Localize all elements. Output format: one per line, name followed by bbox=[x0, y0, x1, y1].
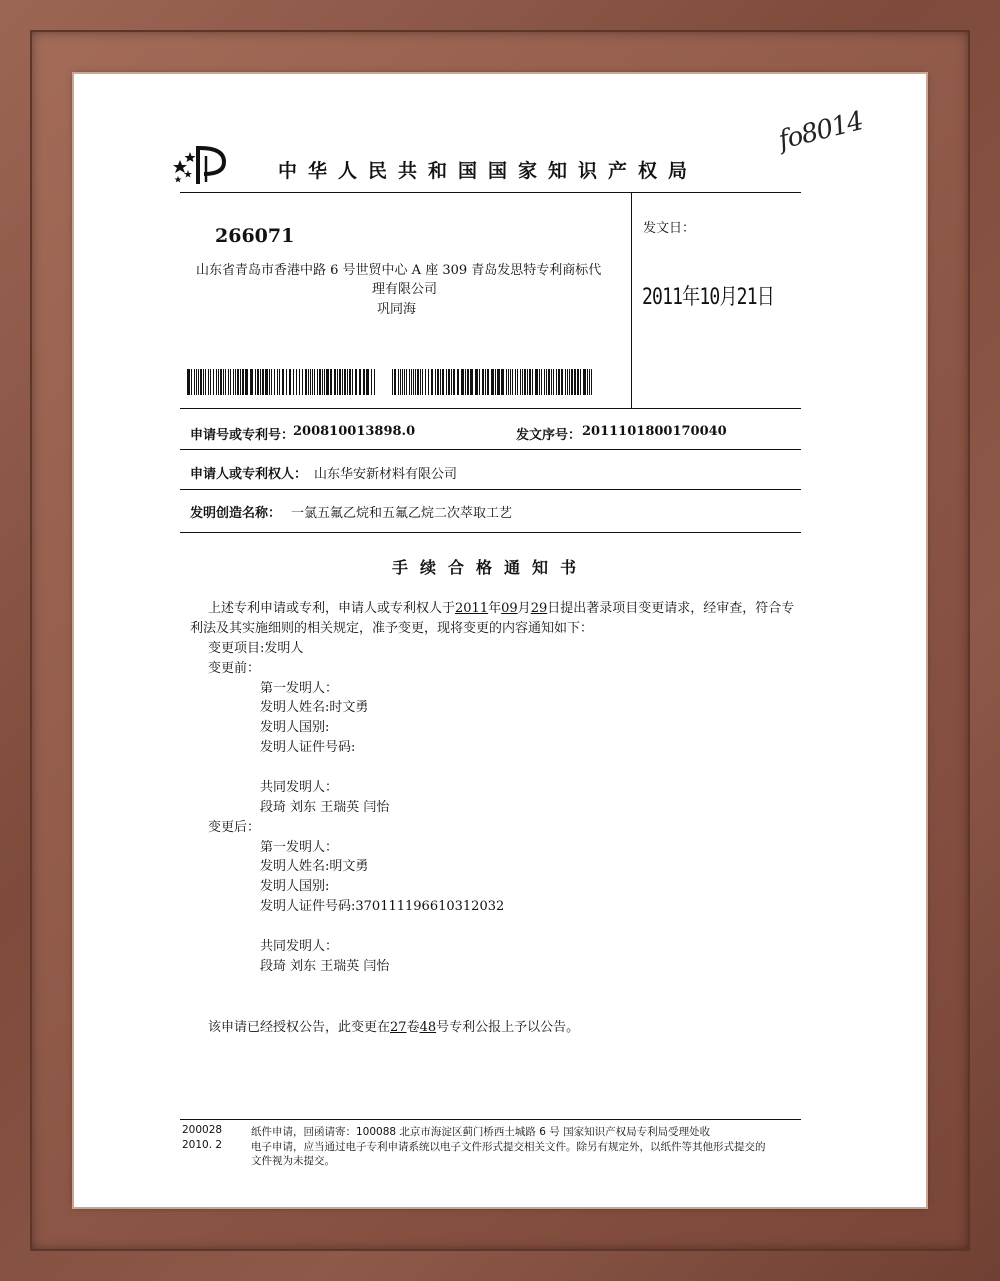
barcode-bar bbox=[495, 369, 496, 395]
barcode-bar bbox=[577, 369, 579, 395]
before-co-inventors: 段琦 刘东 王瑞英 闫怡 bbox=[260, 800, 390, 815]
barcode-bar bbox=[271, 369, 272, 395]
recipient-address-line2: 理有限公司 bbox=[372, 282, 438, 297]
closing-statement bbox=[208, 1016, 579, 1035]
barcode-bar bbox=[544, 369, 545, 395]
barcode-bar bbox=[446, 369, 447, 395]
barcode-bar bbox=[591, 369, 592, 395]
barcode-bar bbox=[394, 369, 396, 395]
barcode-right bbox=[392, 369, 592, 395]
issue-date-label: 发文日： bbox=[643, 221, 696, 236]
barcode-bar bbox=[208, 369, 209, 395]
para1-text-a: 上述专利申请或专利，申请人或专利权人于 bbox=[208, 601, 456, 616]
notice-paragraph-1-line2: 利法及其实施细则的相关规定，准予变更，现将变更的内容通知如下： bbox=[190, 621, 594, 636]
barcode-bar bbox=[317, 369, 318, 395]
after-co-inventors-label: 共同发明人： bbox=[260, 939, 339, 954]
barcode-bar bbox=[392, 369, 393, 395]
barcode-bar bbox=[487, 369, 489, 395]
handwritten-note: fo8014 bbox=[775, 106, 866, 156]
barcode-bar bbox=[223, 369, 224, 395]
barcode-bar bbox=[420, 369, 421, 395]
barcode-bar bbox=[324, 369, 325, 395]
barcode-bar bbox=[561, 369, 563, 395]
barcode-bar bbox=[435, 369, 436, 395]
barcode-bar bbox=[220, 369, 222, 395]
barcode-bar bbox=[569, 369, 570, 395]
barcode-bar bbox=[465, 369, 466, 395]
barcode-bar bbox=[467, 369, 469, 395]
barcode-bar bbox=[529, 369, 531, 395]
before-co-inventors-label: 共同发明人： bbox=[260, 780, 339, 795]
barcode-bar bbox=[453, 369, 455, 395]
footer-line-2: 电子申请，应当通过电子专利申请系统以电子文件形式提交相关文件。除另有规定外，以纸件等其他形式提交的 bbox=[251, 1141, 766, 1153]
footer-code-1: 200028 bbox=[182, 1124, 223, 1136]
barcode-bar bbox=[413, 369, 414, 395]
barcode-bar bbox=[371, 369, 372, 395]
after-inventor-id: 发明人证件号码:370111196610312032 bbox=[260, 899, 505, 914]
closing-text-a: 该申请已经授权公告，此变更在 bbox=[208, 1020, 391, 1035]
barcode-bar bbox=[242, 369, 244, 395]
barcode-bar bbox=[255, 369, 256, 395]
barcode-bar bbox=[194, 369, 195, 395]
barcode-bar bbox=[440, 369, 441, 395]
barcode-bar bbox=[198, 369, 199, 395]
barcode-bar bbox=[520, 369, 521, 395]
barcode-bar bbox=[225, 369, 226, 395]
barcode-bar bbox=[374, 369, 375, 395]
barcode-bar bbox=[461, 369, 464, 395]
barcode-bar bbox=[314, 369, 315, 395]
barcode-bar bbox=[571, 369, 573, 395]
barcode-bar bbox=[347, 369, 348, 395]
barcode-bar bbox=[262, 369, 264, 395]
barcode-bar bbox=[322, 369, 323, 395]
after-co-inventors: 段琦 刘东 王瑞英 闫怡 bbox=[260, 959, 390, 974]
barcode-bar bbox=[524, 369, 526, 395]
after-inventor-name: 发明人姓名:明文勇 bbox=[260, 859, 369, 874]
barcode-bar bbox=[274, 369, 275, 395]
application-number-value: 200810013898.0 bbox=[293, 424, 416, 439]
barcode-bar bbox=[431, 369, 433, 395]
barcode-bar bbox=[491, 369, 494, 395]
barcode-bar bbox=[510, 369, 511, 395]
barcode-bar bbox=[326, 369, 329, 395]
barcode-bar bbox=[342, 369, 343, 395]
barcode-bar bbox=[541, 369, 542, 395]
barcode-bar bbox=[532, 369, 533, 395]
request-day: 29 bbox=[530, 601, 548, 616]
gazette-volume: 27 bbox=[390, 1020, 407, 1035]
barcode-bar bbox=[213, 369, 214, 395]
barcode-bar bbox=[286, 369, 287, 395]
barcode-bar bbox=[406, 369, 407, 395]
barcode-bar bbox=[548, 369, 550, 395]
issue-date-value: 2011年10月21日 bbox=[642, 285, 774, 310]
barcode-bar bbox=[277, 369, 278, 395]
barcode-bar bbox=[299, 369, 300, 395]
barcode-bar bbox=[305, 369, 307, 395]
barcode-bar bbox=[583, 369, 586, 395]
barcode-bar bbox=[553, 369, 554, 395]
barcode-bar bbox=[205, 369, 206, 395]
barcode-bar bbox=[411, 369, 412, 395]
barcode-bar bbox=[508, 369, 509, 395]
barcode-bar bbox=[240, 369, 241, 395]
barcode-bar bbox=[237, 369, 239, 395]
applicant-label: 申请人或专利权人： bbox=[190, 467, 308, 482]
barcode-bar bbox=[363, 369, 365, 395]
barcode-bar bbox=[546, 369, 547, 395]
barcode-bar bbox=[400, 369, 401, 395]
barcode-bar bbox=[245, 369, 248, 395]
barcode-bar bbox=[485, 369, 486, 395]
invention-title-label: 发明创造名称： bbox=[190, 506, 282, 521]
rule-1 bbox=[180, 408, 801, 409]
closing-text-b: 卷 bbox=[406, 1020, 420, 1035]
barcode-bar bbox=[437, 369, 439, 395]
barcode-bar bbox=[409, 369, 410, 395]
barcode-bar bbox=[567, 369, 568, 395]
barcode-bar bbox=[556, 369, 557, 395]
notice-title: 手续合格通知书 bbox=[392, 558, 589, 577]
barcode-bar bbox=[589, 369, 590, 395]
invention-title-value: 一氯五氟乙烷和五氟乙烷二次萃取工艺 bbox=[291, 506, 513, 521]
barcode-bar bbox=[587, 369, 588, 395]
barcode-bar bbox=[512, 369, 513, 395]
before-label: 变更前： bbox=[208, 661, 261, 676]
application-number-label: 申请号或专利号： bbox=[190, 428, 295, 443]
barcode-bar bbox=[425, 369, 426, 395]
barcode-bar bbox=[319, 369, 321, 395]
barcode-bar bbox=[344, 369, 346, 395]
serial-number-value: 2011101800170040 bbox=[582, 424, 727, 439]
footer-line-1: 纸件申请，回函请寄：100088 北京市海淀区蓟门桥西土城路 6 号 国家知识产权局专利局受理处收 bbox=[251, 1126, 711, 1138]
barcode-bar bbox=[296, 369, 297, 395]
barcode-bar bbox=[442, 369, 444, 395]
closing-text-c: 号专利公报上予以公告。 bbox=[436, 1020, 580, 1035]
request-month: 09 bbox=[501, 601, 518, 616]
barcode-bar bbox=[580, 369, 581, 395]
barcode-bar bbox=[359, 369, 361, 395]
barcode-bar bbox=[312, 369, 313, 395]
rule-4 bbox=[180, 532, 801, 533]
header-rule bbox=[180, 192, 801, 193]
office-name: 中华人民共和国国家知识产权局 bbox=[278, 160, 699, 182]
barcode-bar bbox=[535, 369, 538, 395]
barcode-bar bbox=[366, 369, 369, 395]
barcode-bar bbox=[506, 369, 507, 395]
barcode-bar bbox=[230, 369, 231, 395]
barcode-bar bbox=[282, 369, 284, 395]
barcode-bar bbox=[475, 369, 478, 395]
barcode-bar bbox=[334, 369, 336, 395]
barcode-bar bbox=[422, 369, 423, 395]
notice-paragraph-1 bbox=[208, 597, 794, 616]
gazette-number: 48 bbox=[419, 1020, 437, 1035]
rule-2 bbox=[180, 449, 801, 450]
barcode-bar bbox=[310, 369, 311, 395]
barcode-bar bbox=[250, 369, 253, 395]
before-first-inventor: 第一发明人： bbox=[260, 681, 339, 696]
barcode-bar bbox=[187, 369, 190, 395]
barcode-bar bbox=[210, 369, 211, 395]
barcode-bar bbox=[339, 369, 341, 395]
barcode-bar bbox=[515, 369, 516, 395]
barcode-bar bbox=[415, 369, 416, 395]
barcode-bar bbox=[527, 369, 528, 395]
barcode-bar bbox=[404, 369, 405, 395]
barcode-bar bbox=[235, 369, 236, 395]
barcode-bar bbox=[257, 369, 259, 395]
footer-line-3: 文件视为未提交。 bbox=[251, 1155, 335, 1167]
after-inventor-country: 发明人国别: bbox=[260, 879, 330, 894]
before-inventor-country: 发明人国别: bbox=[260, 720, 330, 735]
recipient-contact-name: 巩同海 bbox=[377, 302, 417, 317]
barcode-left bbox=[187, 369, 375, 395]
barcode-bar bbox=[233, 369, 234, 395]
barcode-bar bbox=[402, 369, 403, 395]
request-year: 2011 bbox=[455, 601, 489, 616]
barcode-bar bbox=[330, 369, 332, 395]
after-label: 变更后： bbox=[208, 820, 261, 835]
barcode-bar bbox=[574, 369, 576, 395]
barcode-bar bbox=[216, 369, 217, 395]
barcode-bar bbox=[293, 369, 294, 395]
barcode-bar bbox=[398, 369, 399, 395]
serial-number-label: 发文序号： bbox=[516, 428, 582, 443]
change-item: 变更项目:发明人 bbox=[208, 641, 304, 656]
barcode-bar bbox=[501, 369, 504, 395]
barcode-bar bbox=[269, 369, 270, 395]
barcode-bar bbox=[497, 369, 500, 395]
barcode-bar bbox=[355, 369, 357, 395]
barcode-bar bbox=[279, 369, 280, 395]
barcode-bar bbox=[265, 369, 268, 395]
para1-text-b: 年 bbox=[488, 601, 502, 616]
barcode-bar bbox=[558, 369, 560, 395]
footer-rule bbox=[180, 1119, 801, 1120]
barcode-bar bbox=[417, 369, 419, 395]
barcode-bar bbox=[349, 369, 351, 395]
barcode-bar bbox=[551, 369, 552, 395]
sipo-logo bbox=[170, 142, 230, 188]
barcode-bar bbox=[522, 369, 523, 395]
barcode-bar bbox=[517, 369, 518, 395]
barcode-bar bbox=[260, 369, 261, 395]
barcode-bar bbox=[482, 369, 484, 395]
barcode-bar bbox=[428, 369, 429, 395]
recipient-address-line1: 山东省青岛市香港中路 6 号世贸中心 A 座 309 青岛发思特专利商标代 bbox=[196, 263, 602, 278]
before-inventor-id: 发明人证件号码: bbox=[260, 740, 356, 755]
barcode-bar bbox=[479, 369, 480, 395]
barcode-bar bbox=[337, 369, 338, 395]
before-inventor-name: 发明人姓名:时文勇 bbox=[260, 700, 369, 715]
applicant-value: 山东华安新材料有限公司 bbox=[314, 467, 458, 482]
barcode-bar bbox=[200, 369, 202, 395]
postcode: 266071 bbox=[215, 225, 295, 247]
barcode-bar bbox=[451, 369, 452, 395]
rule-3 bbox=[180, 489, 801, 490]
barcode-bar bbox=[470, 369, 473, 395]
barcode-bar bbox=[457, 369, 459, 395]
barcode-bar bbox=[228, 369, 229, 395]
barcode-bar bbox=[289, 369, 291, 395]
barcode-bar bbox=[302, 369, 303, 395]
barcode-bar bbox=[191, 369, 192, 395]
para1-text-c: 月 bbox=[517, 601, 531, 616]
barcode-bar bbox=[196, 369, 197, 395]
barcode-bar bbox=[203, 369, 204, 395]
para1-text-d: 日提出著录项目变更请求，经审查，符合专 bbox=[547, 601, 795, 616]
after-first-inventor: 第一发明人： bbox=[260, 840, 339, 855]
barcode-bar bbox=[448, 369, 450, 395]
footer-code-2: 2010. 2 bbox=[182, 1139, 223, 1151]
date-column-divider bbox=[631, 192, 632, 408]
barcode-bar bbox=[352, 369, 353, 395]
barcode-bar bbox=[308, 369, 309, 395]
document-page bbox=[74, 74, 926, 1207]
barcode-bar bbox=[539, 369, 540, 395]
barcode-bar bbox=[218, 369, 219, 395]
barcode-bar bbox=[565, 369, 566, 395]
